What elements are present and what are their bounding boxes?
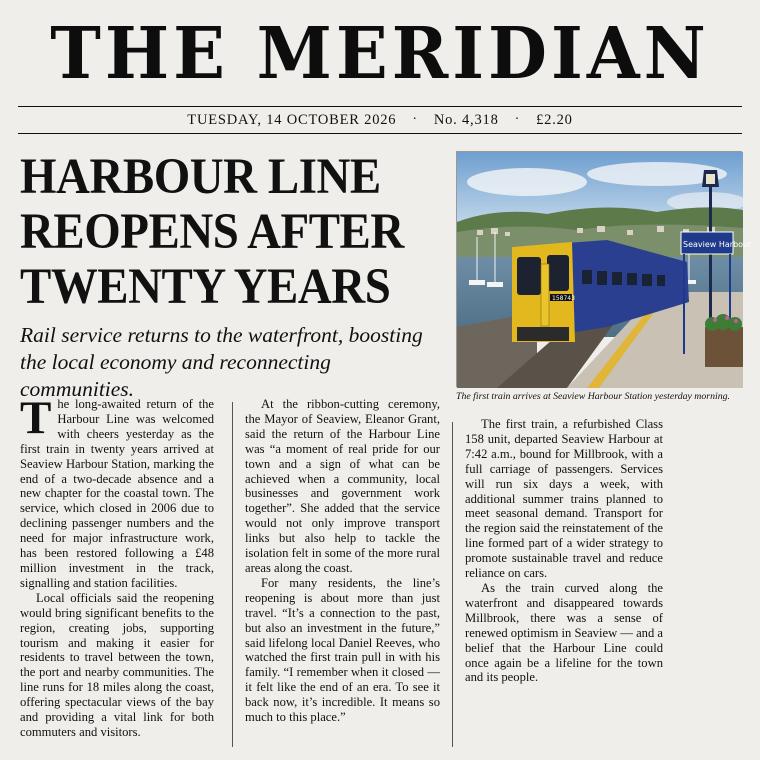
article-column-2	[245, 397, 440, 725]
headline-line: TWENTY YEARS	[20, 259, 391, 315]
train-station-photo	[457, 152, 752, 388]
paragraph	[20, 392, 214, 591]
headline-line: HARBOUR LINE	[20, 149, 381, 205]
article-column-3	[465, 417, 663, 685]
dateline	[18, 108, 742, 132]
paragraph: The first train, a refurbished Class 158 unit, departed Seaview Harbour at 7:42 a.m., bound for Millbrook, with a full carriage of passengers. Services will run six days a week, with additional summer trains planned to meet seasonal demand. Transport for the region said the reinstatement of the line formed part of a wider strategy to promote sustainable travel and reduce reliance on cars.	[465, 417, 663, 581]
article-headline	[20, 150, 411, 315]
paragraph: For many residents, the line’s reopening is about more than just travel. “It’s a connection to the past, but also an investment in the future,” said lifelong local Daniel Reeves, who watched the first train pull in with his family. “I remember when it closed — it felt like the end of an era. To see it back now, it’s incredible. It means so much to this place.”	[245, 575, 440, 725]
dateline-separator: ·	[412, 112, 418, 127]
paragraph-text: he long-awaited return of the Harbour Line was welcomed with cheers yesterday as the first train in twenty years arrived at Seaview Harbour Station, marking the end of a two-decade absence and a new chapter for the coastal town. The service, which closed in 2006 due to declining passenger numbers and the need for major infrastructure work, has been restored following a £48 million investment in the track, signalling and station facilities.	[20, 397, 214, 590]
headline-line: REOPENS AFTER	[20, 204, 404, 260]
dateline-separator: ·	[514, 112, 521, 127]
paragraph: At the ribbon-cutting ceremony, the Mayor of Seaview, Eleanor Grant, said the return of the Harbour Line was “a moment of real pride for our town and a sign of what can be achieved when a community, local businesses and government work together”. She added that the service would not only improve transport links but also help to tackle the isolation felt in some of the more rural areas along the coast.	[245, 397, 440, 575]
column-divider	[452, 422, 453, 747]
masthead	[0, 8, 760, 100]
newspaper-title: THE MERIDIAN	[50, 12, 710, 96]
drop-cap: T	[20, 392, 52, 444]
article-column-1	[20, 392, 214, 740]
photo-caption: The first train arrives at Seaview Harbour Station yesterday morning.	[456, 391, 730, 402]
masthead-rule-bottom	[18, 133, 742, 134]
issue-price: £2.20	[536, 111, 573, 128]
station-sign: Seaview Harbour	[683, 240, 752, 249]
article-photo	[456, 151, 752, 387]
issue-number: No. 4,318	[433, 111, 499, 128]
masthead-rule-top	[18, 106, 742, 107]
article-subhead: Rail service returns to the waterfront, boosting the local economy and reconnecting communities.	[20, 323, 423, 401]
column-divider	[232, 402, 233, 747]
paragraph: As the train curved along the waterfront and disappeared towards Millbrook, there was a sense of renewed optimism in Seaview — and a belief that the Harbour Line could once again be a lifeline for the town and its people.	[465, 580, 663, 685]
paragraph: Local officials said the reopening would bring significant benefits to the region, creating jobs, supporting tourism and making it easier for residents to travel between the town, the port and nearby communities. The line runs for 18 miles along the coast, offering spectacular views of the bay and providing a vital link for both commuters and visitors.	[20, 590, 214, 739]
issue-date: TUESDAY, 14 OCTOBER 2026	[187, 111, 397, 128]
train-number-label: 158743	[552, 295, 575, 302]
